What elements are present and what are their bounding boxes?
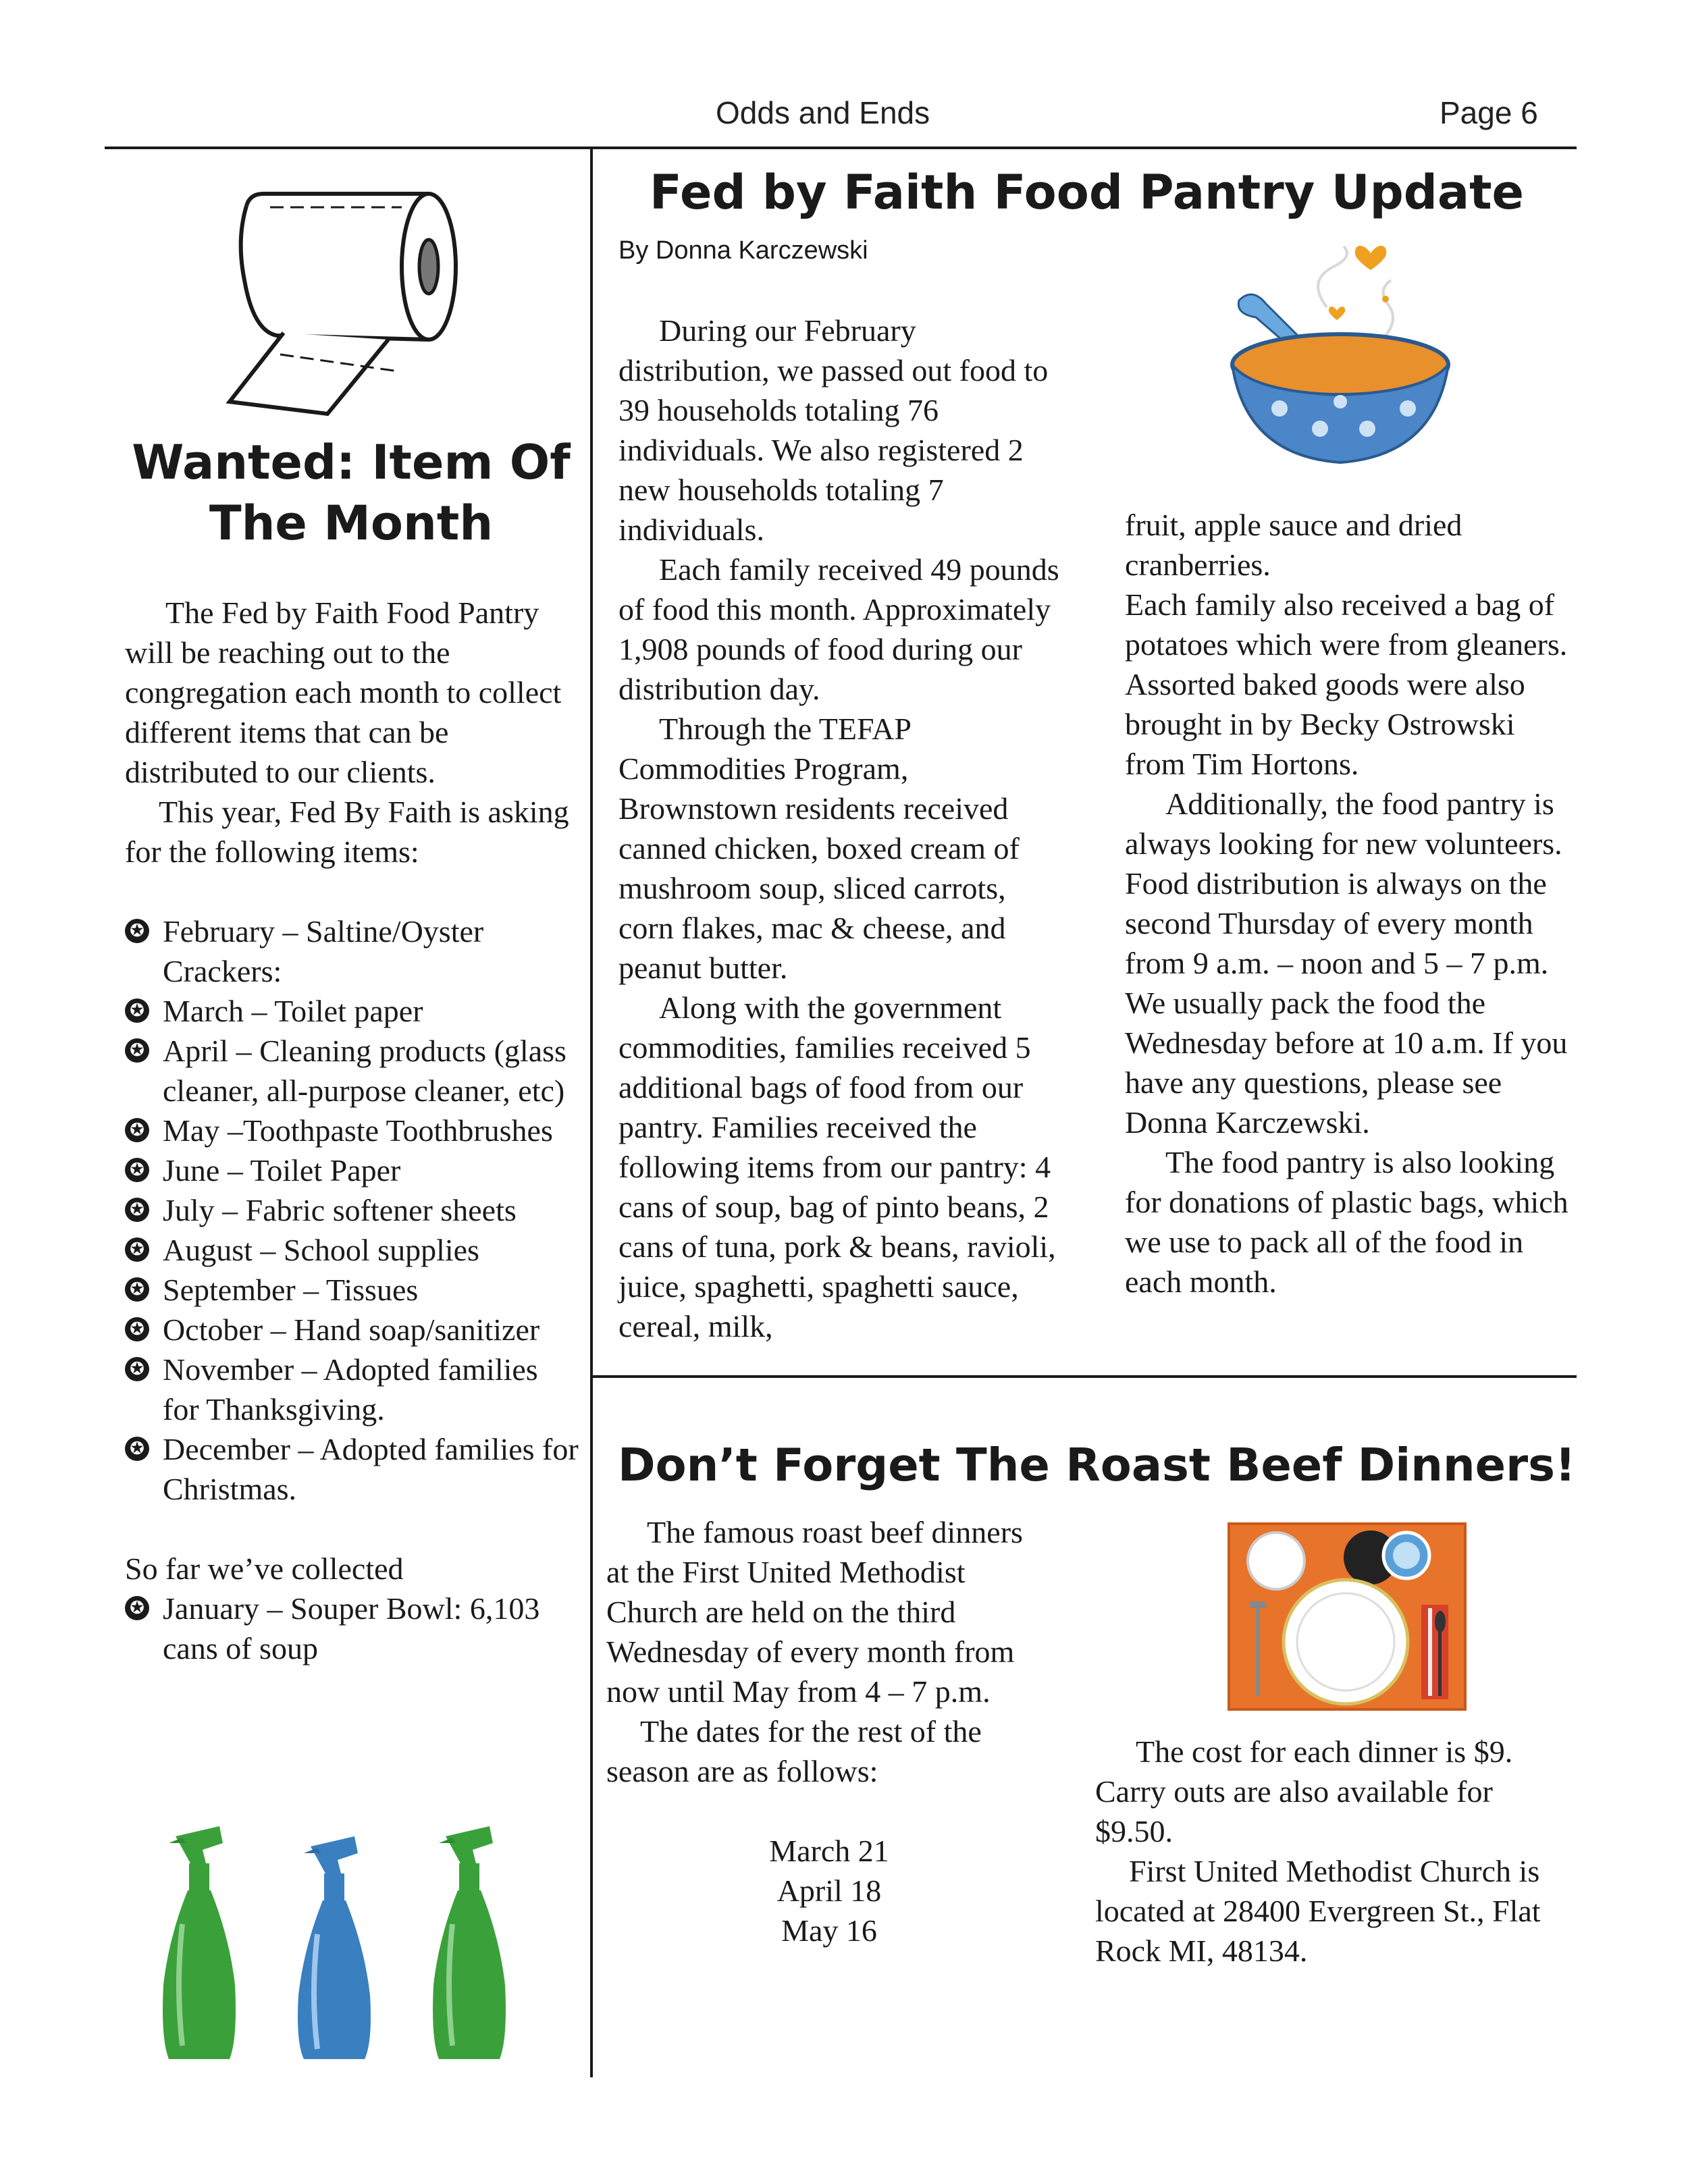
list-item: ✪ June – Toilet Paper [125,1150,581,1190]
star-bullet-icon: ✪ [125,1038,149,1063]
wanted-item-list [125,911,581,1509]
list-item: ✪ January – Souper Bowl: 6,103 cans of soup [125,1589,581,1668]
date-item: May 16 [781,1913,877,1948]
pantry-para-3: Through the TEFAP Commodities Program, Brownstown residents received canned chicken, boxed cream of mushroom soup, sliced carrots, corn flakes, mac & cheese, and peanut butter. [618,712,1020,985]
pantry-para-6: Each family also received a bag of potatoes which were from gleaners. Assorted baked goods were also brought in by Becky Ostrowski from Tim Hortons. [1125,587,1568,781]
pantry-column-2 [1125,505,1574,1302]
green-spray-bottle-icon [163,1826,236,2059]
pantry-title: Fed by Faith Food Pantry Update [650,165,1524,220]
list-item: ✪ July – Fabric softener sheets [125,1190,581,1230]
list-item: ✪ September – Tissues [125,1270,581,1310]
pantry-para-5: fruit, apple sauce and dried cranberries. [1125,508,1462,582]
wanted-title: Wanted: Item Of The Month [132,435,571,551]
blue-spray-bottle-icon [298,1836,371,2059]
list-item: ✪ May –Toothpaste Toothbrushes [125,1111,581,1150]
star-bullet-icon: ✪ [125,1277,149,1302]
star-bullet-icon: ✪ [125,1357,149,1381]
header-rule [105,147,1577,149]
date-item: March 21 [769,1834,889,1868]
toilet-paper-icon [216,179,466,422]
pantry-para-2: Each family received 49 pounds of food this month. Approximately 1,908 pounds of food during our distribution day. [618,552,1059,706]
star-bullet-icon: ✪ [125,1596,149,1620]
roast-dates [606,1831,1052,1950]
star-bullet-icon: ✪ [125,919,149,943]
pantry-para-4: Along with the government commodities, families received 5 additional bags of food from our pantry. Families received the following items from our pantry: 4 cans of soup, bag of pinto beans, 2 cans of tuna, pork & beans, ravioli, juice, spaghetti, spaghetti sauce, cereal, milk, [618,990,1056,1343]
star-bullet-icon: ✪ [125,1237,149,1262]
pantry-para-7: Additionally, the food pantry is always looking for new volunteers. Food distribution is always on the second Thursday of every month from 9 a.m. – noon and 5 – 7 p.m. We usually pack the food the Wednesday before at 10 a.m. If you have any questions, please see Donna Karczewski. [1125,787,1568,1140]
section-divider [591,1375,1577,1378]
list-item: ✪ February – Saltine/Oyster Crackers: [125,911,581,991]
page-number: Page 6 [1440,95,1538,130]
star-bullet-icon: ✪ [125,1198,149,1222]
spray-bottles-icon [155,1823,533,2066]
green-spray-bottle-icon [433,1826,506,2059]
roast-para-1: The famous roast beef dinners at the First United Methodist Church are held on the third Wednesday of every month from now until May from 4 – 7 p.m. [606,1515,1023,1709]
pantry-byline: By Donna Karczewski [618,236,868,265]
place-setting-icon [1225,1520,1469,1713]
collected-list [125,1589,581,1668]
roast-column-1 [606,1512,1049,1950]
date-item: April 18 [776,1873,882,1908]
roast-column-2 [1095,1732,1568,1971]
star-bullet-icon: ✪ [125,998,149,1023]
section-title: Odds and Ends [716,95,930,130]
pantry-para-8: The food pantry is also looking for donations of plastic bags, which we use to pack all of the food in each month. [1125,1145,1568,1299]
wanted-ask: This year, Fed By Faith is asking for the following items: [125,795,569,869]
list-item: ✪ November – Adopted families for Thanksgiving. [125,1350,581,1429]
list-item: ✪ August – School supplies [125,1230,581,1270]
roast-title: Don’t Forget The Roast Beef Dinners! [618,1439,1576,1491]
list-item: ✪ March – Toilet paper [125,991,581,1031]
wanted-intro: The Fed by Faith Food Pantry will be reaching out to the congregation each month to collect different items that can be distributed to our clients. [125,595,562,789]
list-item: ✪ October – Hand soap/sanitizer [125,1310,581,1350]
star-bullet-icon: ✪ [125,1158,149,1182]
collected-label: So far we’ve collected [125,1551,404,1586]
roast-location: First United Methodist Church is located at 28400 Evergreen St., Flat Rock MI, 48134. [1095,1854,1541,1968]
roast-cost: The cost for each dinner is $9. Carry outs are also available for $9.50. [1095,1734,1513,1848]
wanted-body [125,593,581,1668]
list-item: ✪ April – Cleaning products (glass cleaner, all-purpose cleaner, etc) [125,1031,581,1111]
star-bullet-icon: ✪ [125,1317,149,1341]
soup-bowl-icon [1225,240,1458,476]
star-bullet-icon: ✪ [125,1118,149,1142]
pantry-column-1 [618,311,1061,1346]
pantry-para-1: During our February distribution, we passed out food to 39 households totaling 76 individuals. We also registered 2 new households totaling 7 individuals. [618,313,1049,547]
star-bullet-icon: ✪ [125,1437,149,1461]
list-item: ✪ December – Adopted families for Christmas. [125,1429,581,1509]
roast-para-2: The dates for the rest of the season are as follows: [606,1714,982,1788]
